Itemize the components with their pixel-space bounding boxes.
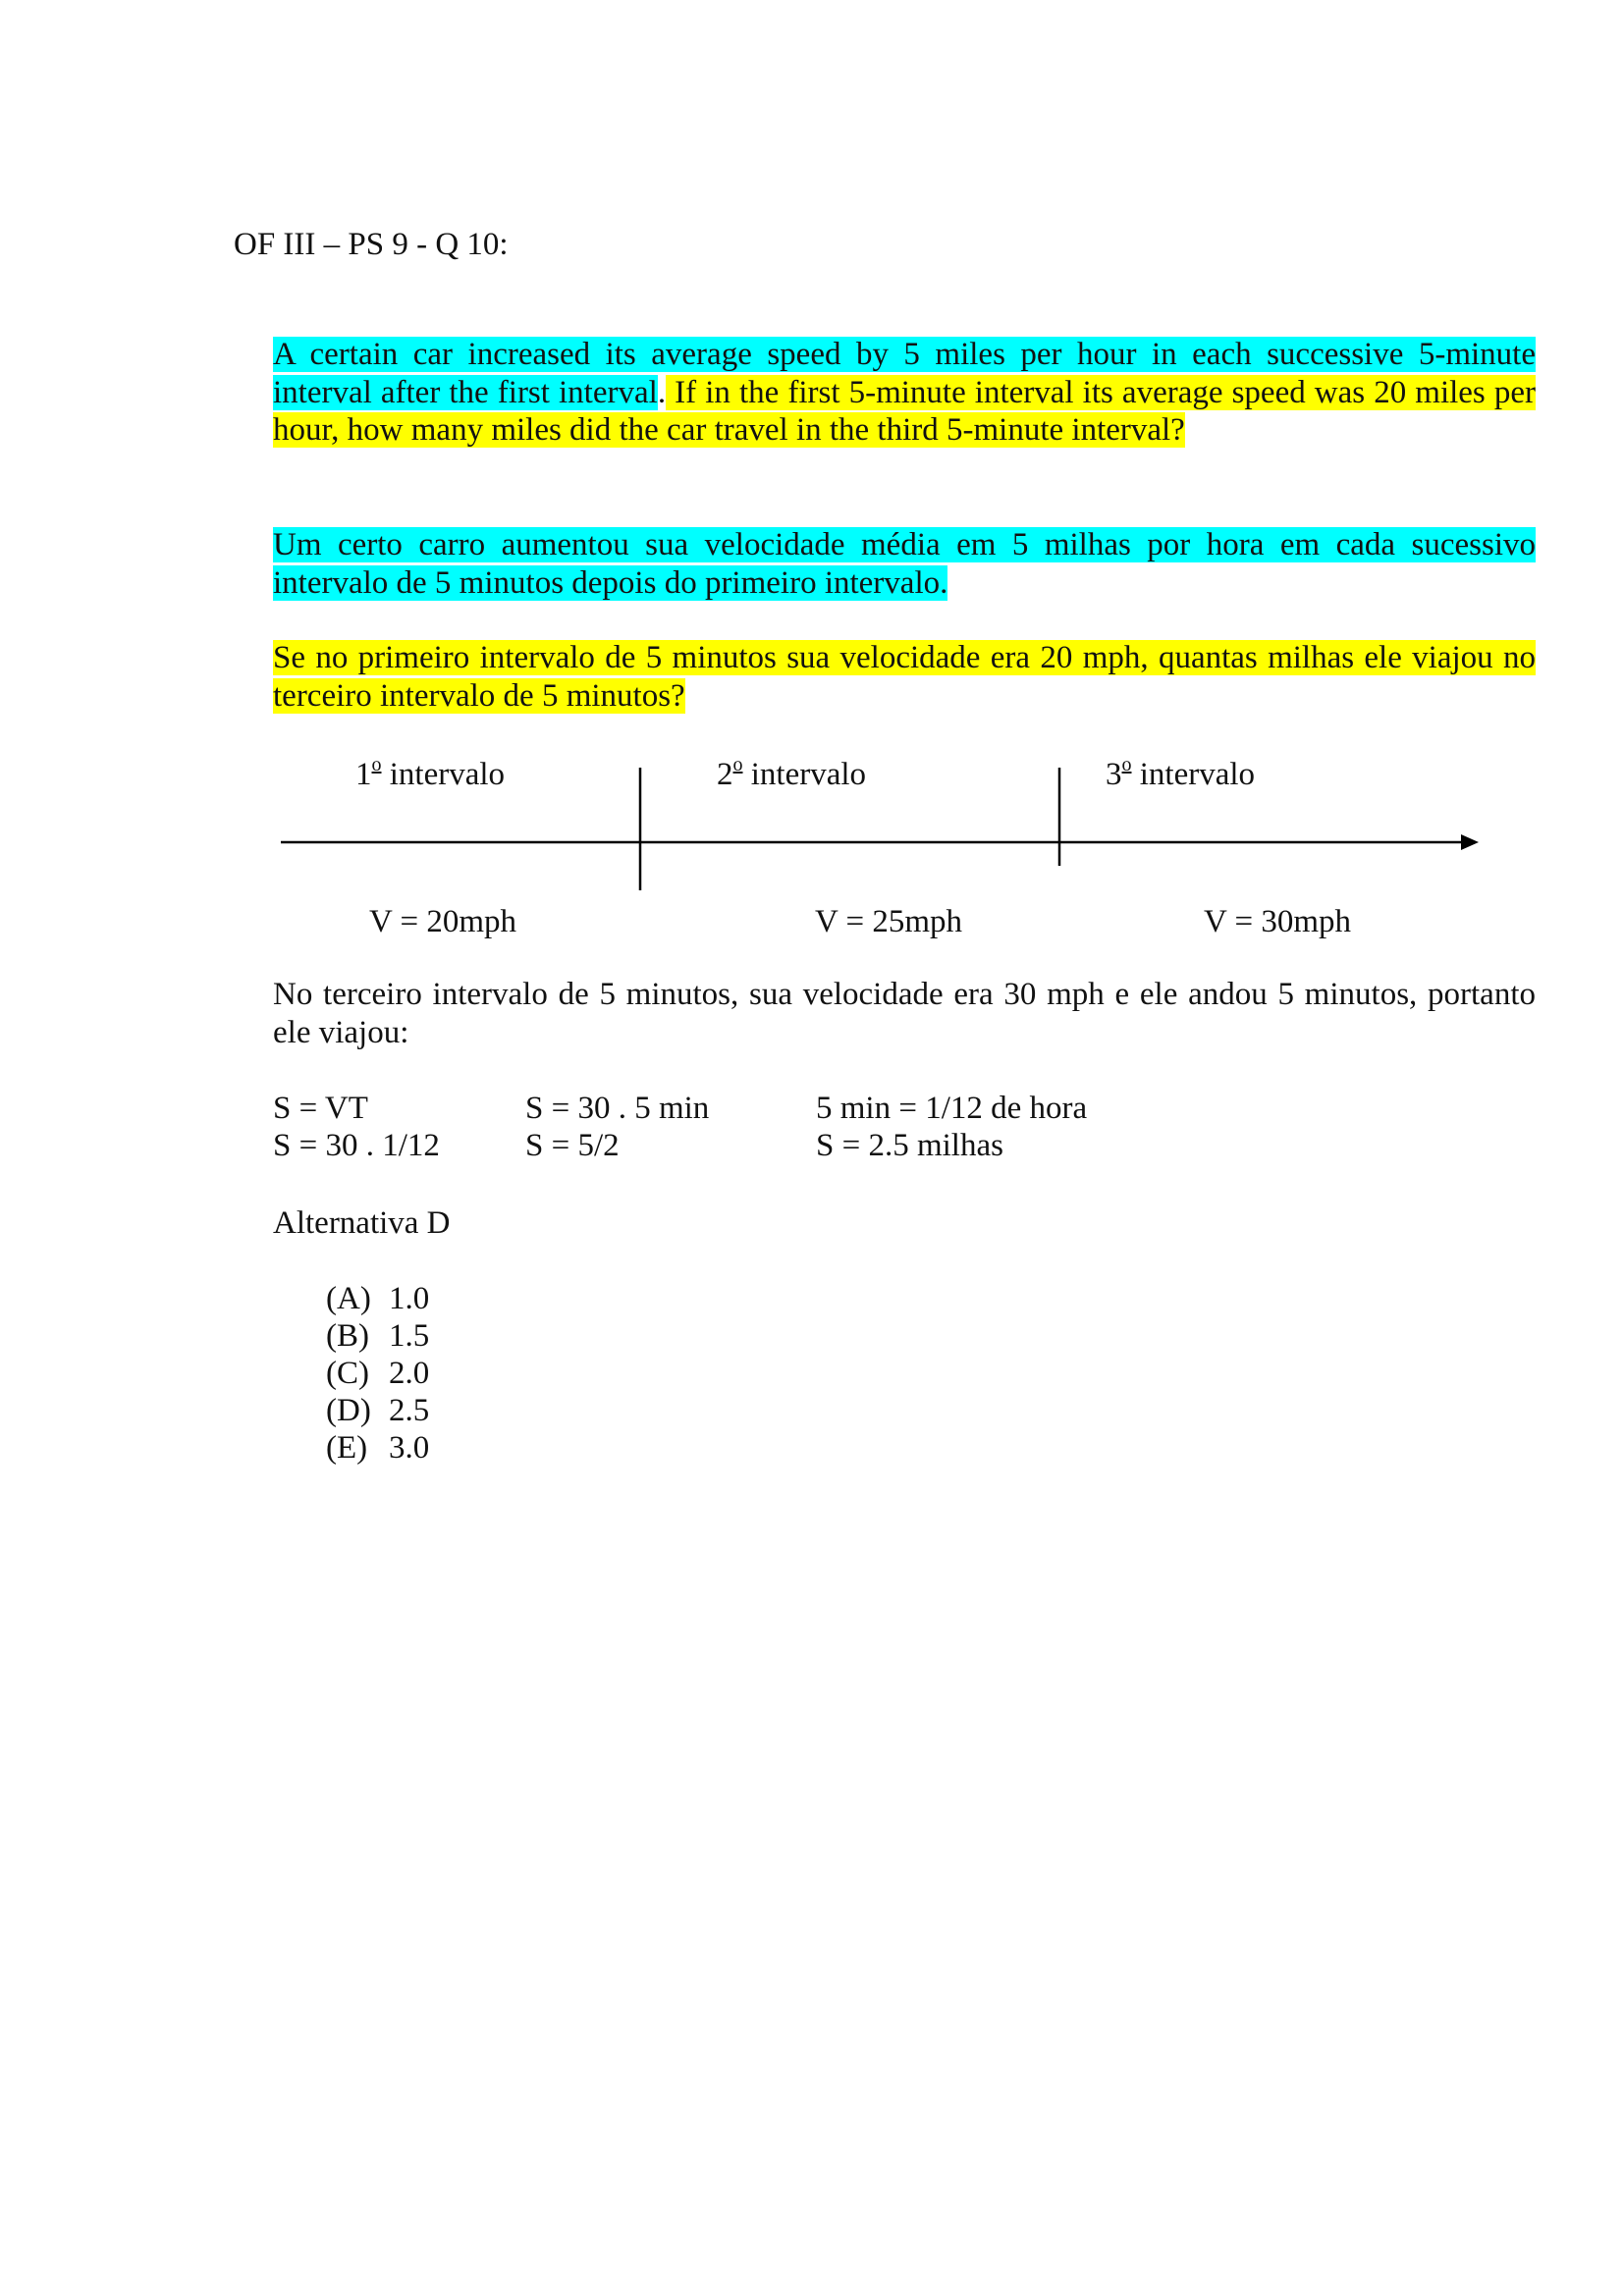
work-col1-line2: S = 30 . 1/12 [273,1128,440,1163]
option-c: (C) 2.0 [326,1356,430,1391]
work-col1-line1: S = VT [273,1091,368,1126]
work-col2-line1: S = 30 . 5 min [525,1091,710,1126]
work-col3-line2: S = 2.5 milhas [816,1128,1003,1163]
timeline-arrowhead [1461,834,1479,850]
option-d: (D) 2.5 [326,1393,430,1428]
period: . [657,374,667,410]
option-e: (E) 3.0 [326,1430,430,1466]
speed-label-3: V = 30mph [1204,904,1352,939]
timeline-diagram [0,0,1623,942]
explanation-text: No terceiro intervalo de 5 minutos, sua velocidade era 30 mph e ele andou 5 minutos, portanto ele viajou: [273,977,1536,1050]
option-a: (A) 1.0 [326,1281,430,1316]
interval-label-1: 1$^o$ intervalo [355,754,506,792]
speed-label-1: V = 20mph [369,904,517,939]
speed-label-2: V = 25mph [815,904,963,939]
options-list [326,1280,429,1467]
highlight-cyan: Um certo carro aumentou sua velocidade média em 5 milhas por hora em cada sucessivo intervalo de 5 minutos depois do primeiro intervalo. [273,527,1536,601]
interval-label-2: 2$^o$ intervalo [717,754,867,792]
highlight-yellow: Se no primeiro intervalo de 5 minutos sua velocidade era 20 mph, quantas milhas ele viajou no terceiro intervalo de 5 minutos? [273,640,1536,714]
highlight-yellow: If in the first 5-minute interval its average speed was 20 miles per hour, how many miles did the car travel in the third 5-minute interval? [273,374,1536,448]
work-col3-line1: 5 min = 1/12 de hora [816,1091,1088,1126]
highlight-cyan: A certain car increased its average speed by 5 miles per hour in each successive 5-minute interval after the first interval [273,337,1536,410]
option-b: (B) 1.5 [326,1318,430,1354]
work-col2-line2: S = 5/2 [525,1128,620,1163]
answer-text: Alternativa D [273,1205,451,1241]
interval-label-3: 3$^o$ intervalo [1106,754,1256,792]
page-header: OF III – PS 9 - Q 10: [234,227,509,262]
